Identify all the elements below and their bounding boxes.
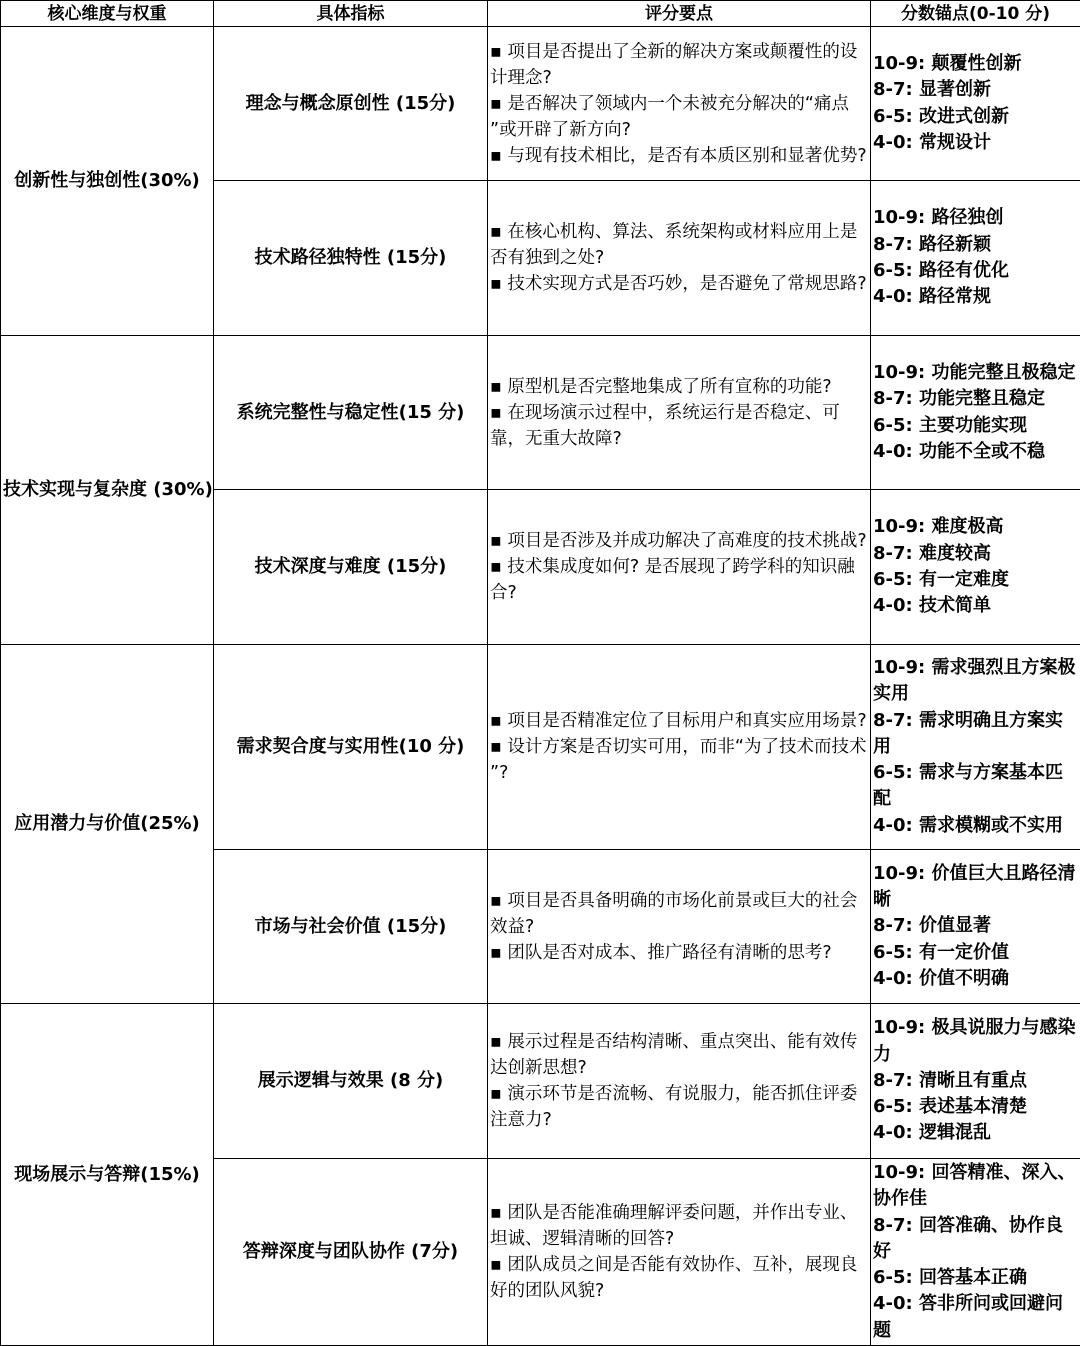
score-anchors-cell	[871, 1004, 1080, 1159]
scoring-points-cell	[488, 27, 871, 181]
indicator-cell: 技术深度与难度 (15分)	[214, 490, 488, 645]
score-anchor: 8-7: 路径新颖	[873, 232, 1078, 258]
score-anchor: 6-5: 有一定价值	[873, 940, 1078, 966]
score-anchor: 10-9: 路径独创	[873, 205, 1078, 231]
dimension-cell: 应用潜力与价值(25%)	[1, 645, 214, 1004]
score-anchor: 4-0: 路径常规	[873, 284, 1078, 310]
indicator-cell: 理念与概念原创性 (15分)	[214, 27, 488, 181]
scoring-points-cell	[488, 181, 871, 336]
scoring-point: ▪ 团队是否对成本、推广路径有清晰的思考?	[490, 940, 868, 966]
score-anchor: 6-5: 改进式创新	[873, 104, 1078, 130]
score-anchor: 10-9: 极具说服力与感染力	[873, 1015, 1078, 1068]
scoring-point: ▪ 原型机是否完整地集成了所有宣称的功能?	[490, 374, 868, 400]
scoring-point: ▪ 团队成员之间是否能有效协作、互补，展现良好的团队风貌?	[490, 1252, 868, 1304]
header-indicator: 具体指标	[214, 1, 488, 27]
dimension-cell: 现场展示与答辩(15%)	[1, 1004, 214, 1346]
score-anchor: 6-5: 有一定难度	[873, 567, 1078, 593]
scoring-point: ▪ 是否解决了领域内一个未被充分解决的“痛点 ”或开辟了新方向?	[490, 91, 868, 143]
score-anchor: 6-5: 回答基本正确	[873, 1265, 1078, 1291]
score-anchors-cell	[871, 645, 1080, 850]
table-row	[1, 1004, 1080, 1159]
score-anchor: 4-0: 需求模糊或不实用	[873, 813, 1078, 839]
scoring-points-cell	[488, 1004, 871, 1159]
indicator-cell: 答辩深度与团队协作 (7分)	[214, 1159, 488, 1346]
scoring-point: ▪ 技术集成度如何? 是否展现了跨学科的知识融合?	[490, 554, 868, 606]
score-anchors-cell	[871, 181, 1080, 336]
indicator-cell: 技术路径独特性 (15分)	[214, 181, 488, 336]
scoring-point: ▪ 项目是否精准定位了目标用户和真实应用场景?	[490, 708, 868, 734]
score-anchors-cell	[871, 1159, 1080, 1346]
scoring-points-cell	[488, 1159, 871, 1346]
scoring-points-cell	[488, 490, 871, 645]
score-anchor: 10-9: 颠覆性创新	[873, 51, 1078, 77]
scoring-point: ▪ 演示环节是否流畅、有说服力，能否抓住评委注意力?	[490, 1081, 868, 1133]
score-anchor: 4-0: 功能不全或不稳	[873, 439, 1078, 465]
score-anchor: 6-5: 路径有优化	[873, 258, 1078, 284]
scoring-point: ▪ 技术实现方式是否巧妙，是否避免了常规思路?	[490, 271, 868, 297]
score-anchor: 4-0: 技术简单	[873, 593, 1078, 619]
score-anchor: 6-5: 需求与方案基本匹配	[873, 760, 1078, 813]
score-anchor: 8-7: 价值显著	[873, 913, 1078, 939]
scoring-point: ▪ 团队是否能准确理解评委问题，并作出专业、坦诚、逻辑清晰的回答?	[490, 1200, 868, 1252]
scoring-point: ▪ 在核心机构、算法、系统架构或材料应用上是否有独到之处?	[490, 219, 868, 271]
indicator-cell: 市场与社会价值 (15分)	[214, 850, 488, 1004]
score-anchors-cell	[871, 850, 1080, 1004]
score-anchors-cell	[871, 336, 1080, 490]
dimension-cell: 创新性与独创性(30%)	[1, 27, 214, 336]
score-anchor: 4-0: 常规设计	[873, 130, 1078, 156]
dimension-cell: 技术实现与复杂度 (30%)	[1, 336, 214, 645]
header-dimension: 核心维度与权重	[1, 1, 214, 27]
score-anchor: 10-9: 功能完整且极稳定	[873, 360, 1078, 386]
score-anchors-cell	[871, 27, 1080, 181]
indicator-cell: 系统完整性与稳定性(15 分)	[214, 336, 488, 490]
header-score-anchors: 分数锚点(0-10 分)	[871, 1, 1080, 27]
scoring-points-cell	[488, 850, 871, 1004]
indicator-cell: 展示逻辑与效果 (8 分)	[214, 1004, 488, 1159]
table-row	[1, 645, 1080, 850]
score-anchor: 8-7: 功能完整且稳定	[873, 386, 1078, 412]
score-anchor: 10-9: 价值巨大且路径清晰	[873, 861, 1078, 914]
header-scoring-points: 评分要点	[488, 1, 871, 27]
score-anchor: 4-0: 价值不明确	[873, 966, 1078, 992]
score-anchor: 8-7: 清晰且有重点	[873, 1068, 1078, 1094]
scoring-point: ▪ 与现有技术相比，是否有本质区别和显著优势?	[490, 143, 868, 169]
score-anchor: 10-9: 难度极高	[873, 514, 1078, 540]
score-anchor: 8-7: 难度较高	[873, 541, 1078, 567]
score-anchors-cell	[871, 490, 1080, 645]
header-row	[1, 1, 1080, 27]
scoring-points-cell	[488, 645, 871, 850]
scoring-point: ▪ 设计方案是否切实可用，而非“为了技术而技术 ”?	[490, 734, 868, 786]
scoring-point: ▪ 在现场演示过程中，系统运行是否稳定、可靠，无重大故障?	[490, 400, 868, 452]
scoring-point: ▪ 项目是否涉及并成功解决了高难度的技术挑战?	[490, 528, 868, 554]
score-anchor: 6-5: 主要功能实现	[873, 413, 1078, 439]
score-anchor: 8-7: 回答准确、协作良好	[873, 1213, 1078, 1266]
score-anchor: 10-9: 回答精准、深入、协作佳	[873, 1160, 1078, 1213]
table-row	[1, 336, 1080, 490]
score-anchor: 4-0: 逻辑混乱	[873, 1120, 1078, 1146]
score-anchor: 6-5: 表述基本清楚	[873, 1094, 1078, 1120]
scoring-points-cell	[488, 336, 871, 490]
table-row	[1, 27, 1080, 181]
score-anchor: 10-9: 需求强烈且方案极实用	[873, 655, 1078, 708]
score-anchor: 8-7: 显著创新	[873, 77, 1078, 103]
scoring-point: ▪ 项目是否具备明确的市场化前景或巨大的社会效益?	[490, 888, 868, 940]
score-anchor: 4-0: 答非所问或回避问题	[873, 1291, 1078, 1344]
scoring-point: ▪ 展示过程是否结构清晰、重点突出、能有效传达创新思想?	[490, 1029, 868, 1081]
scoring-point: ▪ 项目是否提出了全新的解决方案或颠覆性的设计理念?	[490, 39, 868, 91]
indicator-cell: 需求契合度与实用性(10 分)	[214, 645, 488, 850]
score-anchor: 8-7: 需求明确且方案实用	[873, 708, 1078, 761]
